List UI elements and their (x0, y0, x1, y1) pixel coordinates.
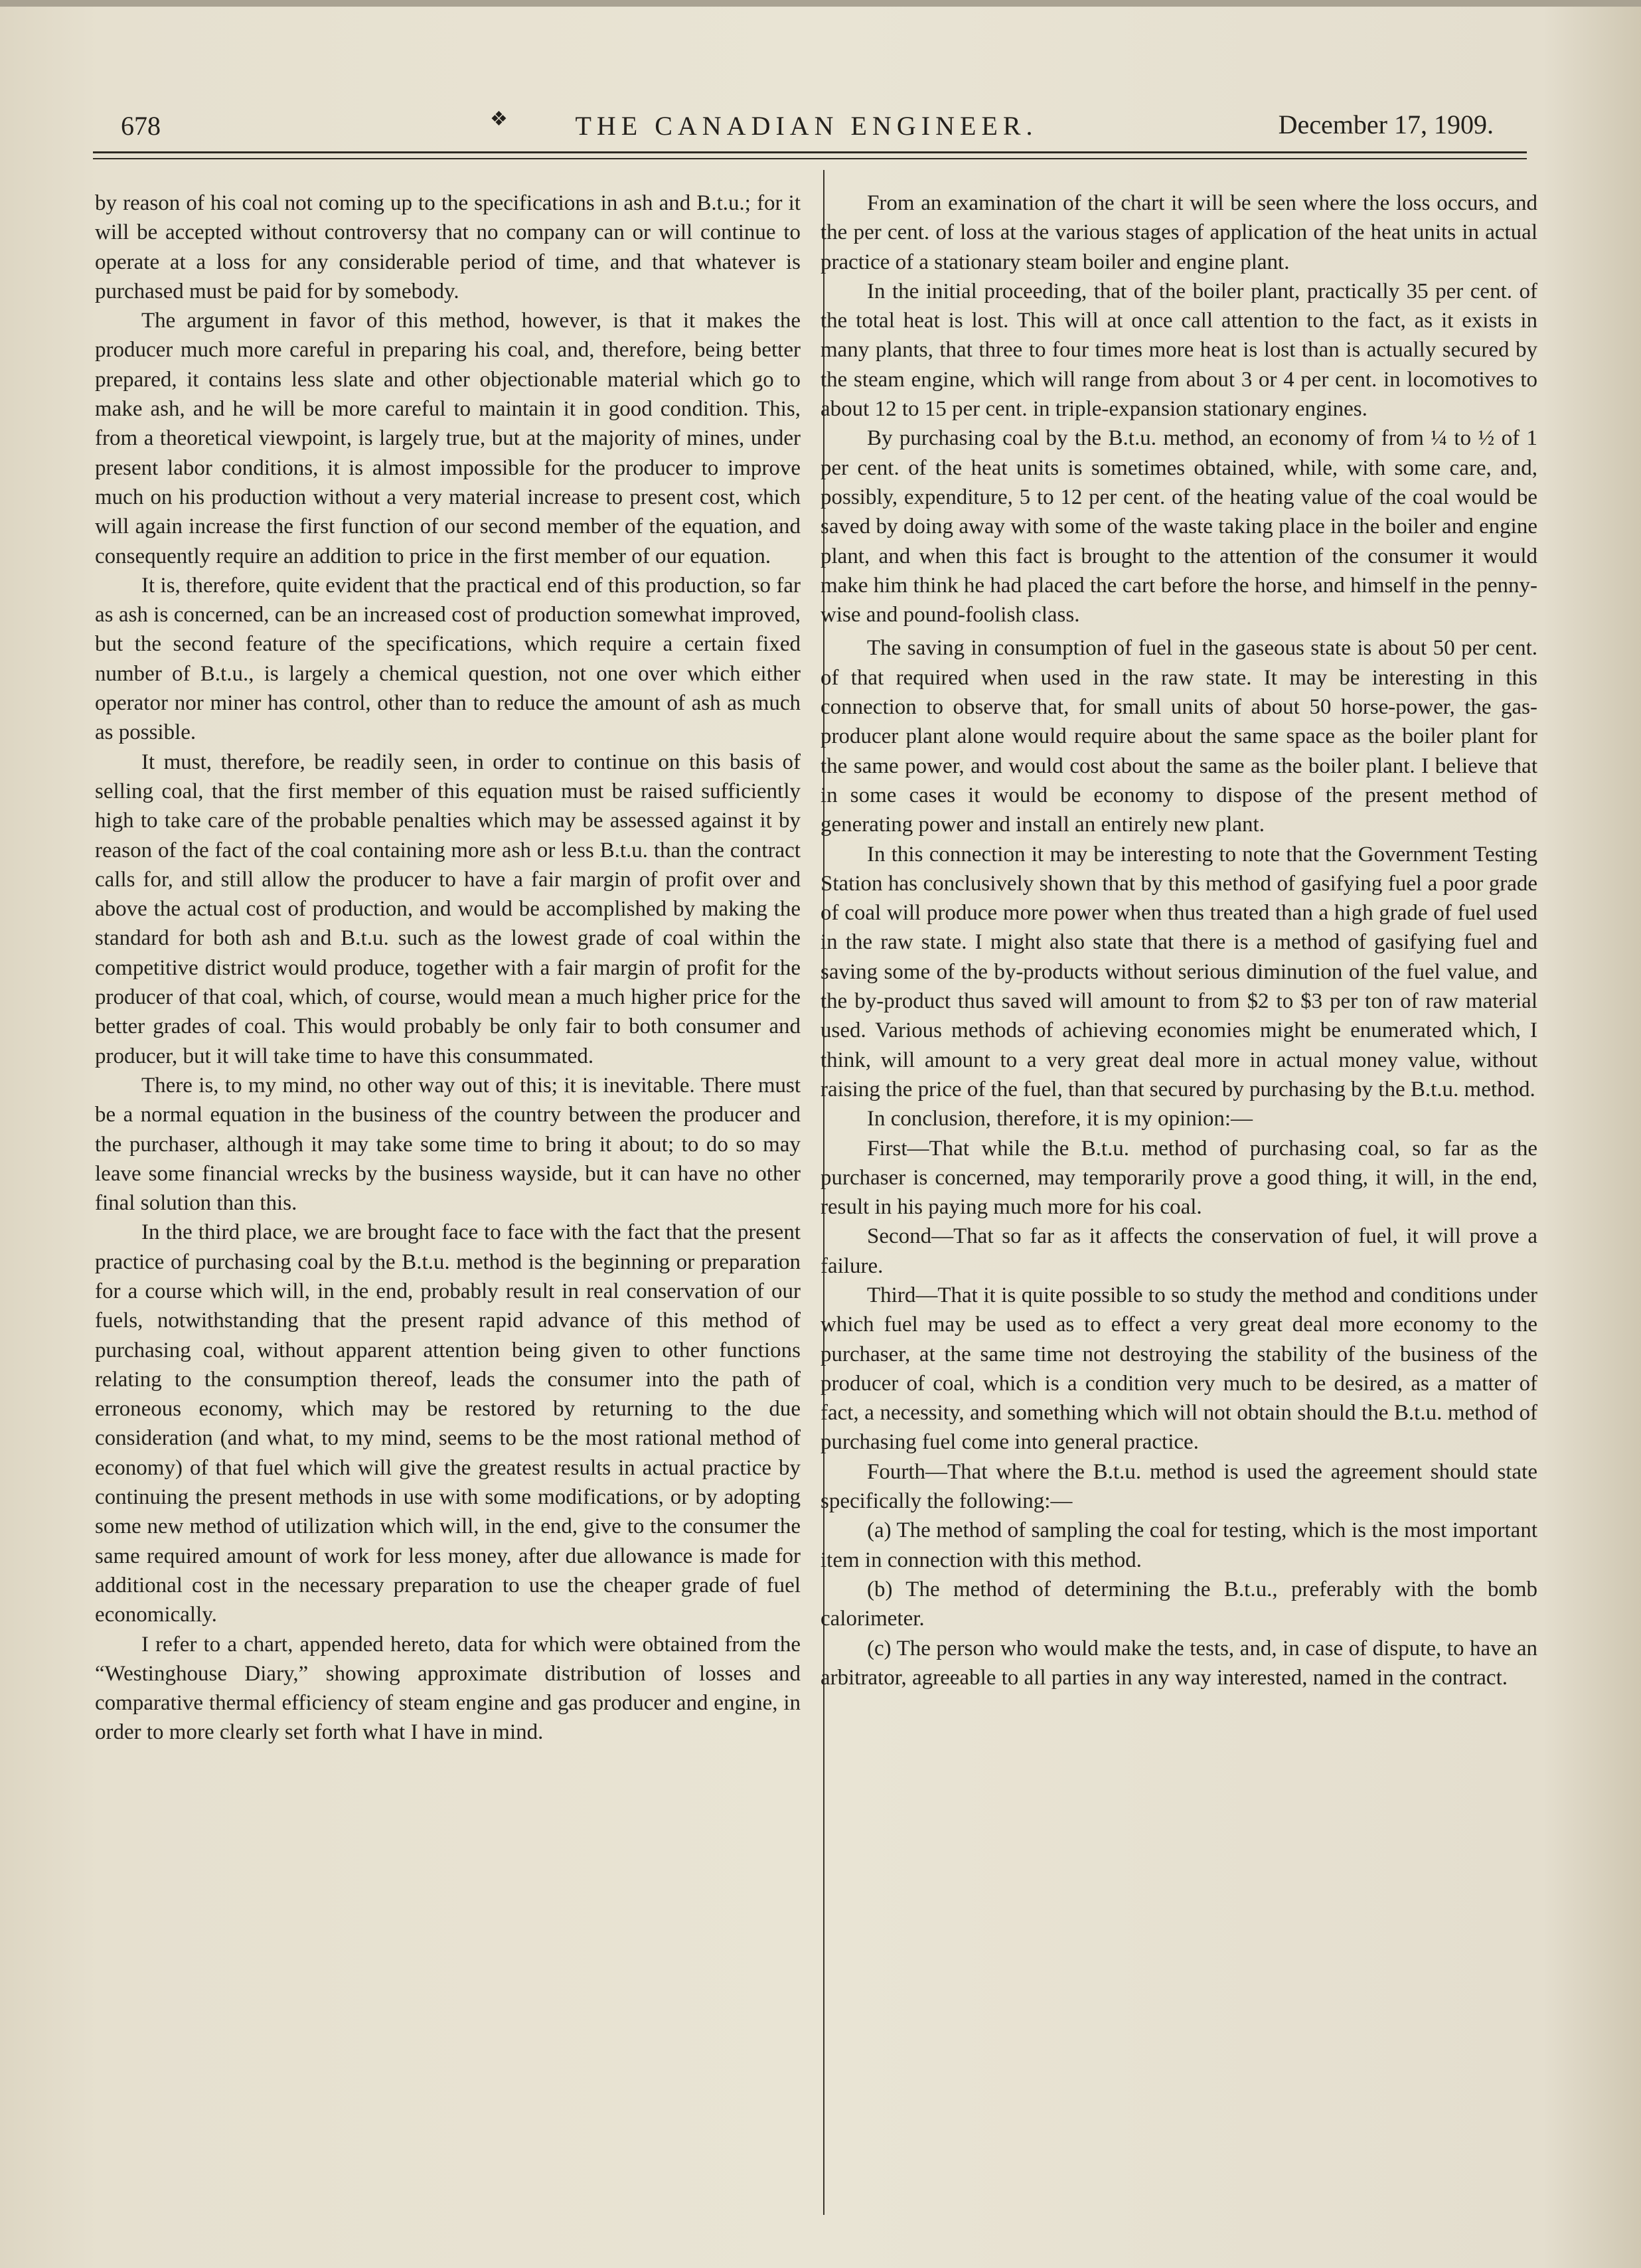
paragraph: In this connection it may be interesting to note that the Government Testing Station has conclusively shown that by this method of gasifying fuel a poor grade of coal will produce more power when thus treated than a high grade of fuel used in the raw state. I might also state that there is a method of gasifying fuel and saving some of the by-products without serious diminution of the fuel value, and the by-product thus saved will amount to from $2 to $3 per ton of raw material used. Various methods of achieving economies might be enumerated which, I think, will amount to a very great deal more in actual money value, without raising the price of the fuel, than that secured by purchasing by the B.t.u. method. (820, 842, 1537, 1101)
paragraph: (b) The method of determining the B.t.u., preferably with the bomb calorimeter. (820, 1577, 1537, 1631)
left-column (95, 189, 801, 1747)
issue-date: December 17, 1909. (1278, 110, 1494, 139)
page-header (93, 105, 1520, 145)
page-top-edge (0, 0, 1641, 7)
ornament-icon: ❖ (490, 108, 508, 130)
paragraph: I refer to a chart, appended hereto, data for which were obtained from the “Westinghouse Diary,” showing approximate distribution of losses and comparative thermal efficiency of steam engine and gas producer and engine, in order to more clearly set forth what I have in mind. (95, 1632, 801, 1745)
page-number: 678 (121, 111, 161, 141)
paragraph: In conclusion, therefore, it is my opinion:— (867, 1107, 1253, 1131)
paragraph: The saving in consumption of fuel in the gaseous state is about 50 per cent. of that required when used in the raw state. It may be interesting in this connection to observe that, for small units of about 50 horse-power, the gas-producer plant alone would require about the same space as the boiler plant for the same power, and would cost about the same as the boiler plant. I believe that in some cases it would be economy to dispose of the present method of generating power and install an entirely new plant. (820, 636, 1537, 837)
paragraph: There is, to my mind, no other way out of this; it is inevitable. There must be a normal equation in the business of the country between the producer and the purchaser, although it may take some time to bring it about; to do so may leave some financial wrecks by the business wayside, but it can have no other final solution than this. (95, 1073, 801, 1216)
paragraph: In the initial proceeding, that of the boiler plant, practically 35 per cent. of the total heat is lost. This will at once call attention to the fact, as it exists in many plants, that three to four times more heat is lost than is actually secured by the steam engine, which will range from about 3 or 4 per cent. in locomotives to about 12 to 15 per cent. in triple-expansion stationary engines. (820, 279, 1537, 422)
paragraph: Second—That so far as it affects the conservation of fuel, it will prove a failure. (820, 1224, 1537, 1278)
paragraph: It is, therefore, quite evident that the practical end of this production, so far as ash is concerned, can be an increased cost of production somewhat improved, but the second feature of the specifications, which require a certain fixed number of B.t.u., is largely a chemical question, not one over which either operator nor miner has control, other than to reduce the amount of ash as much as possible. (95, 573, 801, 745)
paragraph: By purchasing coal by the B.t.u. method, an economy of from ¼ to ½ of 1 per cent. of the heat units is sometimes obtained, while, with some care, and, possibly, expenditure, 5 to 12 per cent. of the heating value of the coal would be saved by doing away with some of the waste taking place in the boiler and engine plant, and when this fact is brought to the attention of the consumer it would make him think he had placed the cart before the horse, and himself in the penny-wise and pound-foolish class. (820, 426, 1537, 627)
paragraph: (c) The person who would make the tests, and, in case of dispute, to have an arbitrator, agreeable to all parties in any way interested, named in the contract. (820, 1636, 1537, 1690)
paragraph: Third—That it is quite possible to so study the method and conditions under which fuel may be used as to effect a very great deal more economy to the purchaser, at the same time not destroying the stability of the business of the producer of coal, which is a condition very much to be desired, as a matter of fact, a necessity, and something which will not obtain should the B.t.u. method of purchasing fuel come into general practice. (820, 1283, 1537, 1455)
paragraph: (a) The method of sampling the coal for testing, which is the most important item in connection with this method. (820, 1518, 1537, 1572)
paragraph: First—That while the B.t.u. method of purchasing coal, so far as the purchaser is concerned, may temporarily prove a good thing, it will, in the end, result in his paying much more for his coal. (820, 1136, 1537, 1220)
paragraph: From an examination of the chart it will be seen where the loss occurs, and the per cent. of loss at the various stages of application of the heat units in actual practice of a stationary steam boiler and engine plant. (820, 191, 1537, 274)
paragraph: In the third place, we are brought face to face with the fact that the present practice of purchasing coal by the B.t.u. method is the beginning or preparation for a course which will, in the end, probably result in real conservation of our fuels, notwithstanding that the present rapid advance of this method of purchasing coal, without apparent attention being given to other functions relating to the consumption thereof, leads the consumer into the path of erroneous economy, which may be restored by returning to the due consideration (and what, to my mind, seems to be the most rational method of economy) of that fuel which will give the greatest results in actual practice by continuing the present methods in use with some modifications, or by adopting some new method of utilization which will, in the end, give to the consumer the same required amount of work for less money, after due allowance is made for additional cost in the necessary preparation to use the cheaper grade of fuel economically. (95, 1220, 801, 1627)
paragraph: by reason of his coal not coming up to the specifications in ash and B.t.u.; for it will be accepted without controversy that no company can or will continue to operate at a loss for any considerable period of time, and that whatever is purchased must be paid for by somebody. (95, 191, 801, 303)
journal-title: THE CANADIAN ENGINEER. (575, 111, 1038, 141)
header-rule-top (93, 151, 1527, 153)
header-rule-bottom (93, 158, 1527, 159)
right-column (820, 189, 1537, 1692)
paragraph: The argument in favor of this method, however, is that it makes the producer much more careful in preparing his coal, and, therefore, being better prepared, it contains less slate and other objectionable material which go to make ash, and he will be more careful to maintain it in good condition. This, from a theoretical viewpoint, is largely true, but at the majority of mines, under present labor conditions, it is almost impossible for the producer to improve much on his production without a very material increase to present cost, which will again increase the first function of our second member of the equation, and consequently require an addition to price in the first member of our equation. (95, 309, 801, 568)
paragraph: Fourth—That where the B.t.u. method is used the agreement should state specifically the following:— (820, 1459, 1537, 1514)
paragraph: It must, therefore, be readily seen, in order to continue on this basis of selling coal, that the first member of this equation must be raised sufficiently high to take care of the probable penalties which may be assessed against it by reason of the fact of the coal containing more ash or less B.t.u. than the contract calls for, and still allow the producer to have a fair margin of profit over and above the actual cost of production, and would be accomplished by making the standard for both ash and B.t.u. such as the lowest grade of coal within the competitive district would produce, together with a fair margin of profit for the producer of that coal, which, of course, would mean a much higher price for the better grades of coal. This would probably be only fair to both consumer and producer, but it will take time to have this consummated. (95, 750, 801, 1068)
